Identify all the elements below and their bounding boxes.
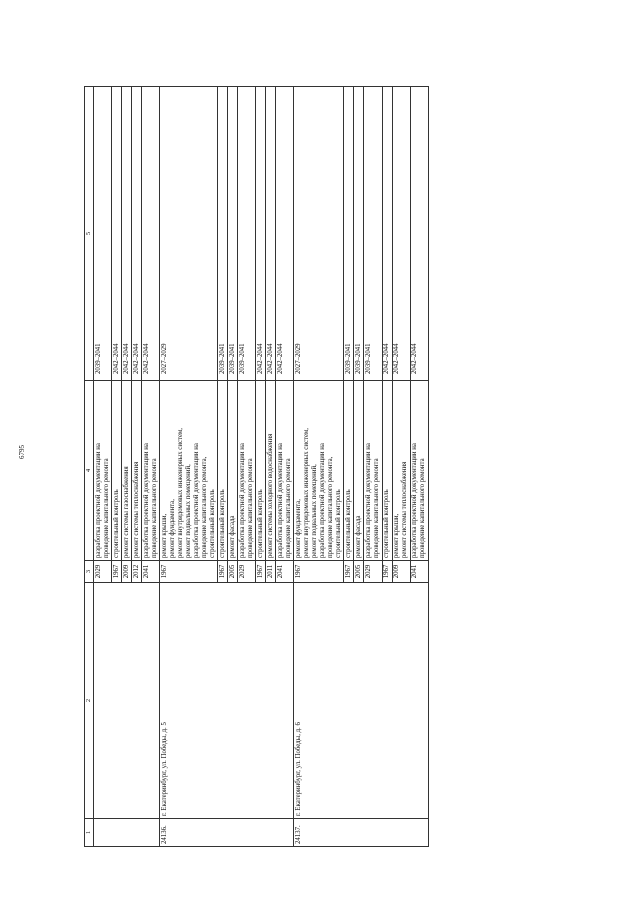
period-cell: 2042–2044 [392, 87, 410, 381]
row-number-cell: 24136. [160, 819, 294, 847]
work-line: разработка проектной документации на [192, 443, 200, 558]
year-cell: 1967 [344, 561, 354, 583]
work-line: разработка проектной документации на [238, 443, 246, 558]
work-type-cell [160, 381, 218, 561]
work-line: ремонт подвальных помещений, [310, 464, 318, 558]
period-cell: 2042–2044 [132, 87, 142, 381]
header-row [85, 87, 94, 847]
year-cell: 2029 [364, 561, 382, 583]
year-cell: 1967 [160, 561, 218, 583]
period-cell: 2039–2041 [238, 87, 256, 381]
work-type-cell [228, 381, 238, 561]
year-cell: 2009 [122, 561, 132, 583]
year-cell: 2029 [94, 561, 112, 583]
year-cell: 1967 [294, 561, 344, 583]
work-type-cell [276, 381, 294, 561]
period-cell: 2039–2041 [94, 87, 112, 381]
year-cell: 1967 [382, 561, 392, 583]
work-line: проведение капитального ремонта [150, 458, 158, 558]
work-line: строительный контроль [218, 489, 226, 558]
work-type-cell [142, 381, 160, 561]
work-type-cell [256, 381, 266, 561]
work-type-cell [122, 381, 132, 561]
year-cell: 2041 [410, 561, 428, 583]
work-line: разработка проектной документации на [411, 443, 419, 558]
work-line: разработка проектной документации на [94, 443, 102, 558]
period-cell: 2042–2044 [112, 87, 122, 381]
work-line: строительный контроль [334, 489, 342, 558]
work-line: проведение капитального ремонта, [200, 456, 208, 558]
table-row [294, 87, 344, 847]
year-cell: 1967 [218, 561, 228, 583]
year-cell: 2011 [266, 561, 276, 583]
work-type-cell [294, 381, 344, 561]
work-line: ремонт системы теплоснабжения [132, 461, 140, 558]
work-type-cell [392, 381, 410, 561]
header-col-5: 5 [85, 87, 94, 381]
work-line: ремонт внутридомовых инженерных систем, [176, 428, 184, 558]
year-cell: 2005 [354, 561, 364, 583]
year-cell: 1967 [256, 561, 266, 583]
header-col-2: 2 [85, 583, 94, 819]
address-cell [94, 583, 160, 819]
work-type-cell [266, 381, 276, 561]
period-cell: 2039–2041 [344, 87, 354, 381]
period-cell: 2042–2044 [266, 87, 276, 381]
work-line: ремонт фундамента, [294, 499, 302, 558]
work-line: ремонт системы газоснабжения [122, 466, 130, 558]
period-cell: 2039–2041 [354, 87, 364, 381]
work-line: разработка проектной документации на [318, 443, 326, 558]
period-cell: 2039–2041 [218, 87, 228, 381]
period-cell: 2042–2044 [382, 87, 392, 381]
work-type-cell [344, 381, 354, 561]
header-col-4: 4 [85, 381, 94, 561]
year-cell: 2009 [392, 561, 410, 583]
work-type-cell [94, 381, 112, 561]
capital-repair-table [84, 86, 429, 847]
period-cell: 2042–2044 [122, 87, 132, 381]
work-line: ремонт внутридомовых инженерных систем, [302, 428, 310, 558]
work-line: ремонт фасада [228, 515, 236, 558]
work-type-cell [364, 381, 382, 561]
work-line: разработка проектной документации на [276, 443, 284, 558]
year-cell: 2005 [228, 561, 238, 583]
table-body [94, 87, 429, 847]
header-col-1: 1 [85, 819, 94, 847]
period-cell: 2027–2029 [294, 87, 344, 381]
period-cell: 2042–2044 [410, 87, 428, 381]
period-cell: 2042–2044 [256, 87, 266, 381]
work-line: ремонт системы холодного водоснабжения [266, 433, 274, 558]
row-number-cell [94, 819, 160, 847]
work-line: разработка проектной документации на [364, 443, 372, 558]
work-line: проведение капитального ремонта [246, 458, 254, 558]
row-number-cell: 24137. [294, 819, 428, 847]
table-row [94, 87, 112, 847]
work-type-cell [410, 381, 428, 561]
work-line: проведение капитального ремонта [419, 458, 427, 558]
work-line: проведение капитального ремонта [372, 458, 380, 558]
year-cell: 2041 [276, 561, 294, 583]
work-line: проведение капитального ремонта [102, 458, 110, 558]
work-line: ремонт системы теплоснабжения [401, 461, 409, 558]
page-number: 6795 [18, 445, 26, 459]
work-line: проведение капитального ремонта, [326, 456, 334, 558]
work-line: ремонт фундамента, [168, 499, 176, 558]
work-line: разработка проектной документации на [142, 443, 150, 558]
rotated-table-container [84, 87, 542, 847]
address-cell: г. Екатеринбург, ул. Победы, д. 5 [160, 583, 294, 819]
work-type-cell [354, 381, 364, 561]
work-line: проведение капитального ремонта [284, 458, 292, 558]
year-cell: 2041 [142, 561, 160, 583]
year-cell: 2029 [238, 561, 256, 583]
work-line: ремонт крыши, [160, 513, 168, 558]
work-line: строительный контроль [208, 489, 216, 558]
work-line: ремонт крыши, [393, 513, 401, 558]
work-line: строительный контроль [383, 489, 390, 558]
header-col-3: 3 [85, 561, 94, 583]
work-type-cell [218, 381, 228, 561]
work-type-cell [238, 381, 256, 561]
work-type-cell [112, 381, 122, 561]
work-type-cell [382, 381, 392, 561]
work-line: строительный контроль [344, 489, 352, 558]
work-type-cell [132, 381, 142, 561]
period-cell: 2042–2044 [276, 87, 294, 381]
address-cell: г. Екатеринбург, ул. Победы, д. 6 [294, 583, 428, 819]
work-line: ремонт фасада [354, 515, 362, 558]
work-line: ремонт подвальных помещений, [184, 464, 192, 558]
year-cell: 2012 [132, 561, 142, 583]
year-cell: 1967 [112, 561, 122, 583]
period-cell: 2042–2044 [142, 87, 160, 381]
period-cell: 2027–2029 [160, 87, 218, 381]
work-line: строительный контроль [256, 489, 264, 558]
period-cell: 2039–2041 [228, 87, 238, 381]
period-cell: 2039–2041 [364, 87, 382, 381]
work-line: строительный контроль [112, 489, 120, 558]
table-row [160, 87, 218, 847]
